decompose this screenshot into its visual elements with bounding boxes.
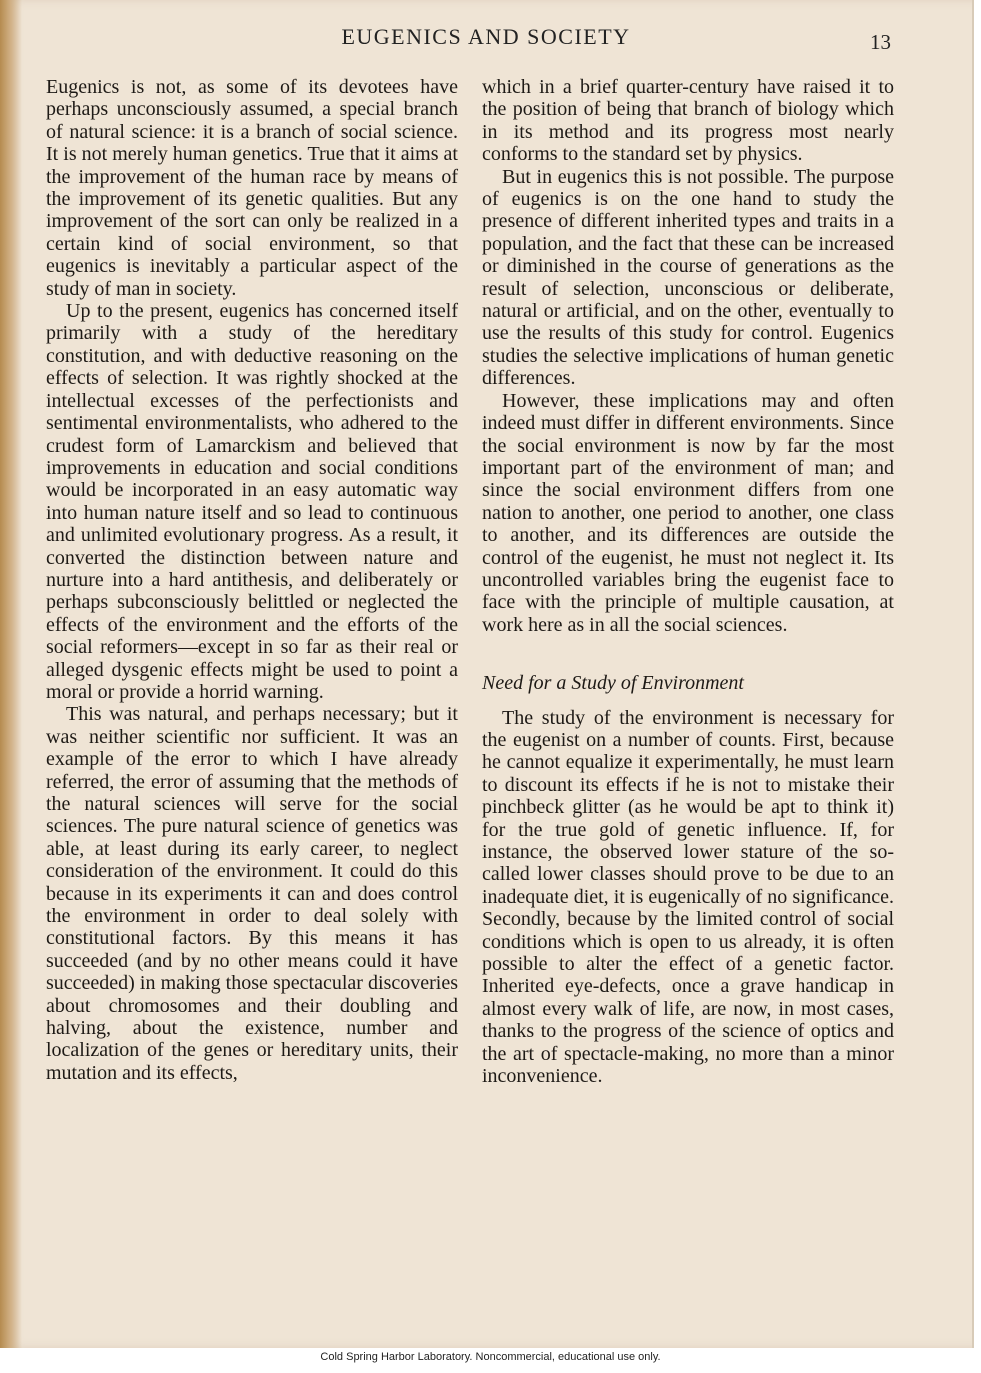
left-column	[46, 76, 458, 1084]
paragraph: However, these implications may and often indeed must differ in different environments. Since the social environment is now by far the most important part of the environment of man; and since the social environment differs from one nation to another, one period to another, one class to another, and its differences are outside the control of the eugenist, he must not neglect it. Its uncontrolled variables bring the eugenist face to face with the principle of multiple causation, at work here as in all the social sciences.	[482, 389, 894, 636]
paragraph: Eugenics is not, as some of its devotees have perhaps unconsciously assumed, a special branch of natural science: it is a branch of social science. It is not merely human genetics. True that it aims at the improvement of the human race by means of the improvement of its genetic qualities. But any improvement of the sort can only be realized in a certain kind of social environment, so that eugenics is inevitably a particular aspect of the study of man in society.	[46, 76, 458, 300]
running-title: EUGENICS AND SOCIETY	[341, 24, 631, 49]
archive-credit: Cold Spring Harbor Laboratory. Noncommercial, educational use only.	[320, 1351, 661, 1363]
paragraph: which in a brief quarter-century have raised it to the position of being that branch of biology which in its method and its progress most nearly conforms to the standard set by physics.	[482, 76, 894, 166]
paragraph: The study of the environment is necessary for the eugenist on a number of counts. First, because he cannot equalize it experimentally, he must learn to discount its effects if he is not to mistake their pinchbeck glitter (as he would be apt to think it) for the true gold of genetic influence. If, for instance, the observed lower stature of the so-called lower classes should prove to be due to an inadequate diet, it is eugenically of no significance. Secondly, because by the limited control of social conditions which is open to us already, it is often possible to alter the effect of a genetic factor. Inherited eye-defects, once a grave handicap in almost every walk of life, are now, in most cases, thanks to the progress of the science of optics and the art of spectacle-making, no more than a minor inconvenience.	[482, 706, 894, 1088]
page-gutter-shadow	[0, 0, 22, 1348]
paragraph: Up to the present, eugenics has concerned itself primarily with a study of the hereditary constitution, and with deductive reasoning on the effects of selection. It was rightly shocked at the intellectual excesses of the perfectionists and sentimental environmentalists, who adhered to the crudest form of Lamarckism and believed that improvements in education and social conditions would be incorporated in an easy automatic way into human nature itself and so lead to continuous and unlimited evolutionary progress. As a result, it converted the distinction between nature and nurture into a hard antithesis, and deliberately or perhaps subconsciously belittled or neglected the effects of the environment and the efforts of the social reformers—except in so far as their real or alleged dysgenic effects might be used to point a moral or provide a horrid warning.	[46, 300, 458, 703]
page-number: 13	[870, 30, 891, 54]
section-heading: Need for a Study of Environment	[482, 672, 744, 695]
paragraph: This was natural, and perhaps necessary; but it was neither scientific nor sufficient. It was an example of the error to which I have already referred, the error of assuming that the methods of the natural sciences will serve for the social sciences. The pure natural science of genetics was able, at least during its early career, to neglect consideration of the environment. It could do this because in its experiments it can and does control the environment in order to deal solely with constitutional factors. By this means it has succeeded (and by no other means could it have succeeded) in making those spectacular discoveries about chromosomes and their doubling and halving, about the existence, number and localization of the genes or hereditary units, their mutation and its effects,	[46, 703, 458, 1084]
right-column	[482, 76, 894, 1087]
paragraph: But in eugenics this is not possible. The purpose of eugenics is on the one hand to study the presence of different inherited types and traits in a population, and the fact that these can be increased or diminished in the course of generations as the result of selection, unconscious or deliberate, natural or artificial, and on the other, eventually to use the results of this study for control. Eugenics studies the selective implications of human genetic differences.	[482, 165, 894, 390]
